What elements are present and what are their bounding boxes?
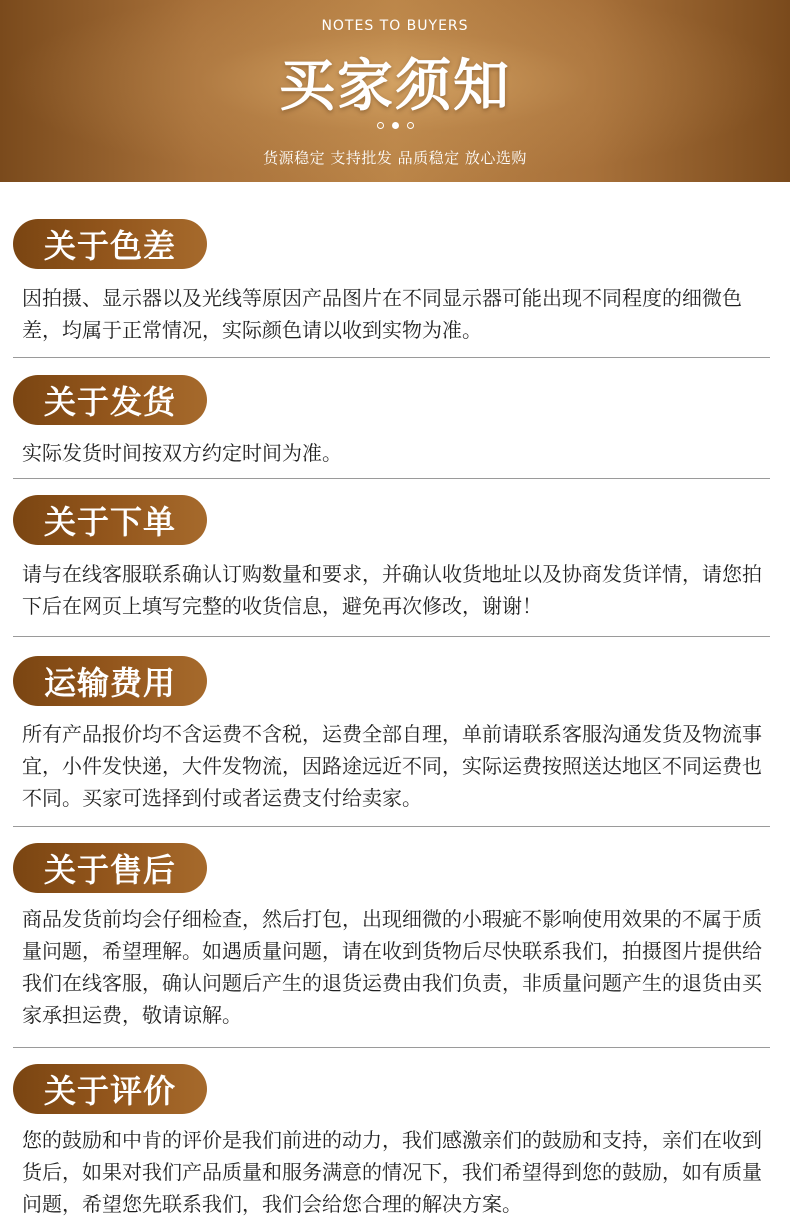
divider bbox=[13, 1047, 770, 1048]
banner-subtitle: NOTES TO BUYERS bbox=[321, 18, 469, 34]
carousel-dots bbox=[0, 122, 790, 129]
section-heading-color-difference: 关于色差 bbox=[13, 219, 207, 269]
section-heading-reviews: 关于评价 bbox=[13, 1064, 207, 1114]
banner-tagline: 货源稳定 支持批发 品质稳定 放心选购 bbox=[263, 149, 527, 167]
dot-icon bbox=[377, 122, 384, 129]
section-heading-freight: 运输费用 bbox=[13, 656, 207, 706]
banner-title: 买家须知 bbox=[279, 54, 511, 119]
section-heading-ordering: 关于下单 bbox=[13, 495, 207, 545]
section-heading-after-sales: 关于售后 bbox=[13, 843, 207, 893]
dot-icon bbox=[407, 122, 414, 129]
section-body-ordering: 请与在线客服联系确认订购数量和要求，并确认收货地址以及协商发货详情，请您拍下后在网页上填写完整的收货信息，避免再次修改，谢谢！ bbox=[22, 562, 762, 618]
section-body-after-sales: 商品发货前均会仔细检查，然后打包，出现细微的小瑕疵不影响使用效果的不属于质量问题，希望理解。如遇质量问题，请在收到货物后尽快联系我们，拍摄图片提供给我们在线客服，确认问题后产生的退货运费由我们负责，非质量问题产生的退货由买家承担运费，敬请谅解。 bbox=[22, 907, 762, 1027]
dot-active-icon bbox=[392, 122, 399, 129]
header-banner bbox=[0, 0, 790, 182]
divider bbox=[13, 478, 770, 479]
divider bbox=[13, 357, 770, 358]
section-body-shipping: 实际发货时间按双方约定时间为准。 bbox=[22, 441, 342, 465]
section-body-freight: 所有产品报价均不含运费不含税，运费全部自理，单前请联系客服沟通发货及物流事宜，小件发快递，大件发物流，因路途远近不同，实际运费按照送达地区不同运费也不同。买家可选择到付或者运费支付给卖家。 bbox=[22, 722, 762, 810]
divider bbox=[13, 826, 770, 827]
section-body-reviews: 您的鼓励和中肯的评价是我们前进的动力，我们感激亲们的鼓励和支持，亲们在收到货后，如果对我们产品质量和服务满意的情况下，我们希望得到您的鼓励，如有质量问题，希望您先联系我们，我们会给您合理的解决方案。 bbox=[22, 1128, 762, 1216]
divider bbox=[13, 636, 770, 637]
section-heading-shipping: 关于发货 bbox=[13, 375, 207, 425]
section-body-color-difference: 因拍摄、显示器以及光线等原因产品图片在不同显示器可能出现不同程度的细微色差，均属于正常情况，实际颜色请以收到实物为准。 bbox=[22, 286, 742, 342]
